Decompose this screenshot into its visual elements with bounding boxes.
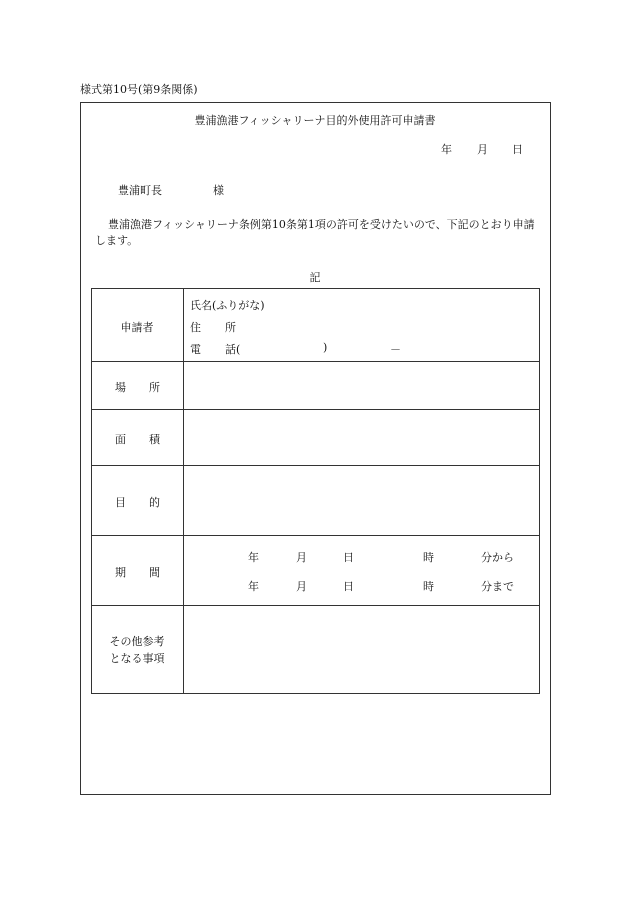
period-label-a: 期 — [115, 566, 126, 579]
address-label-a: 住 — [190, 321, 201, 334]
applicant-label: 申請者 — [120, 321, 154, 334]
area-label-b: 積 — [149, 433, 160, 446]
period-end-year: 年 — [248, 580, 259, 593]
phone-close-paren: ) — [323, 341, 328, 354]
form-number-label: 様式第10号(第9条関係) — [80, 83, 198, 96]
period-end-minute: 分まで — [481, 580, 514, 593]
row-divider — [91, 535, 540, 536]
honorific: 様 — [213, 184, 224, 197]
period-start-month: 月 — [296, 551, 307, 564]
addressee: 豊浦町長 — [118, 184, 162, 197]
place-label-b: 所 — [149, 381, 160, 394]
area-label-a: 面 — [115, 433, 126, 446]
period-start-hour: 時 — [423, 551, 434, 564]
phone-label-a: 電 — [190, 343, 201, 356]
period-start-year: 年 — [248, 551, 259, 564]
period-start-day: 日 — [343, 551, 354, 564]
name-field-label: 氏名(ふりがな) — [190, 299, 265, 312]
address-label-b: 所 — [225, 321, 236, 334]
phone-label-b: 話( — [225, 343, 241, 356]
body-text: 豊浦漁港フィッシャリーナ条例第10条第1項の許可を受けたいので、下記のとおり申請します。 — [95, 218, 535, 247]
row-divider — [91, 465, 540, 466]
row-divider — [91, 409, 540, 410]
period-start-minute: 分から — [481, 551, 514, 564]
other-label-line2: となる事項 — [109, 652, 165, 665]
phone-dash: － — [390, 343, 401, 356]
ki-heading: 記 — [309, 271, 321, 284]
date-year: 年 — [441, 143, 452, 156]
other-label-line1: その他参考 — [109, 635, 165, 648]
period-end-hour: 時 — [423, 580, 434, 593]
row-divider — [91, 605, 540, 606]
purpose-label-b: 的 — [149, 496, 160, 509]
period-label-b: 間 — [149, 566, 160, 579]
purpose-label-a: 目 — [115, 496, 126, 509]
date-day: 日 — [512, 143, 523, 156]
place-label-a: 場 — [115, 381, 126, 394]
period-end-month: 月 — [296, 580, 307, 593]
row-divider — [91, 361, 540, 362]
table-column-divider — [183, 288, 184, 694]
date-month: 月 — [477, 143, 488, 156]
document-title: 豊浦漁港フィッシャリーナ目的外使用許可申請書 — [194, 114, 436, 127]
period-end-day: 日 — [343, 580, 354, 593]
